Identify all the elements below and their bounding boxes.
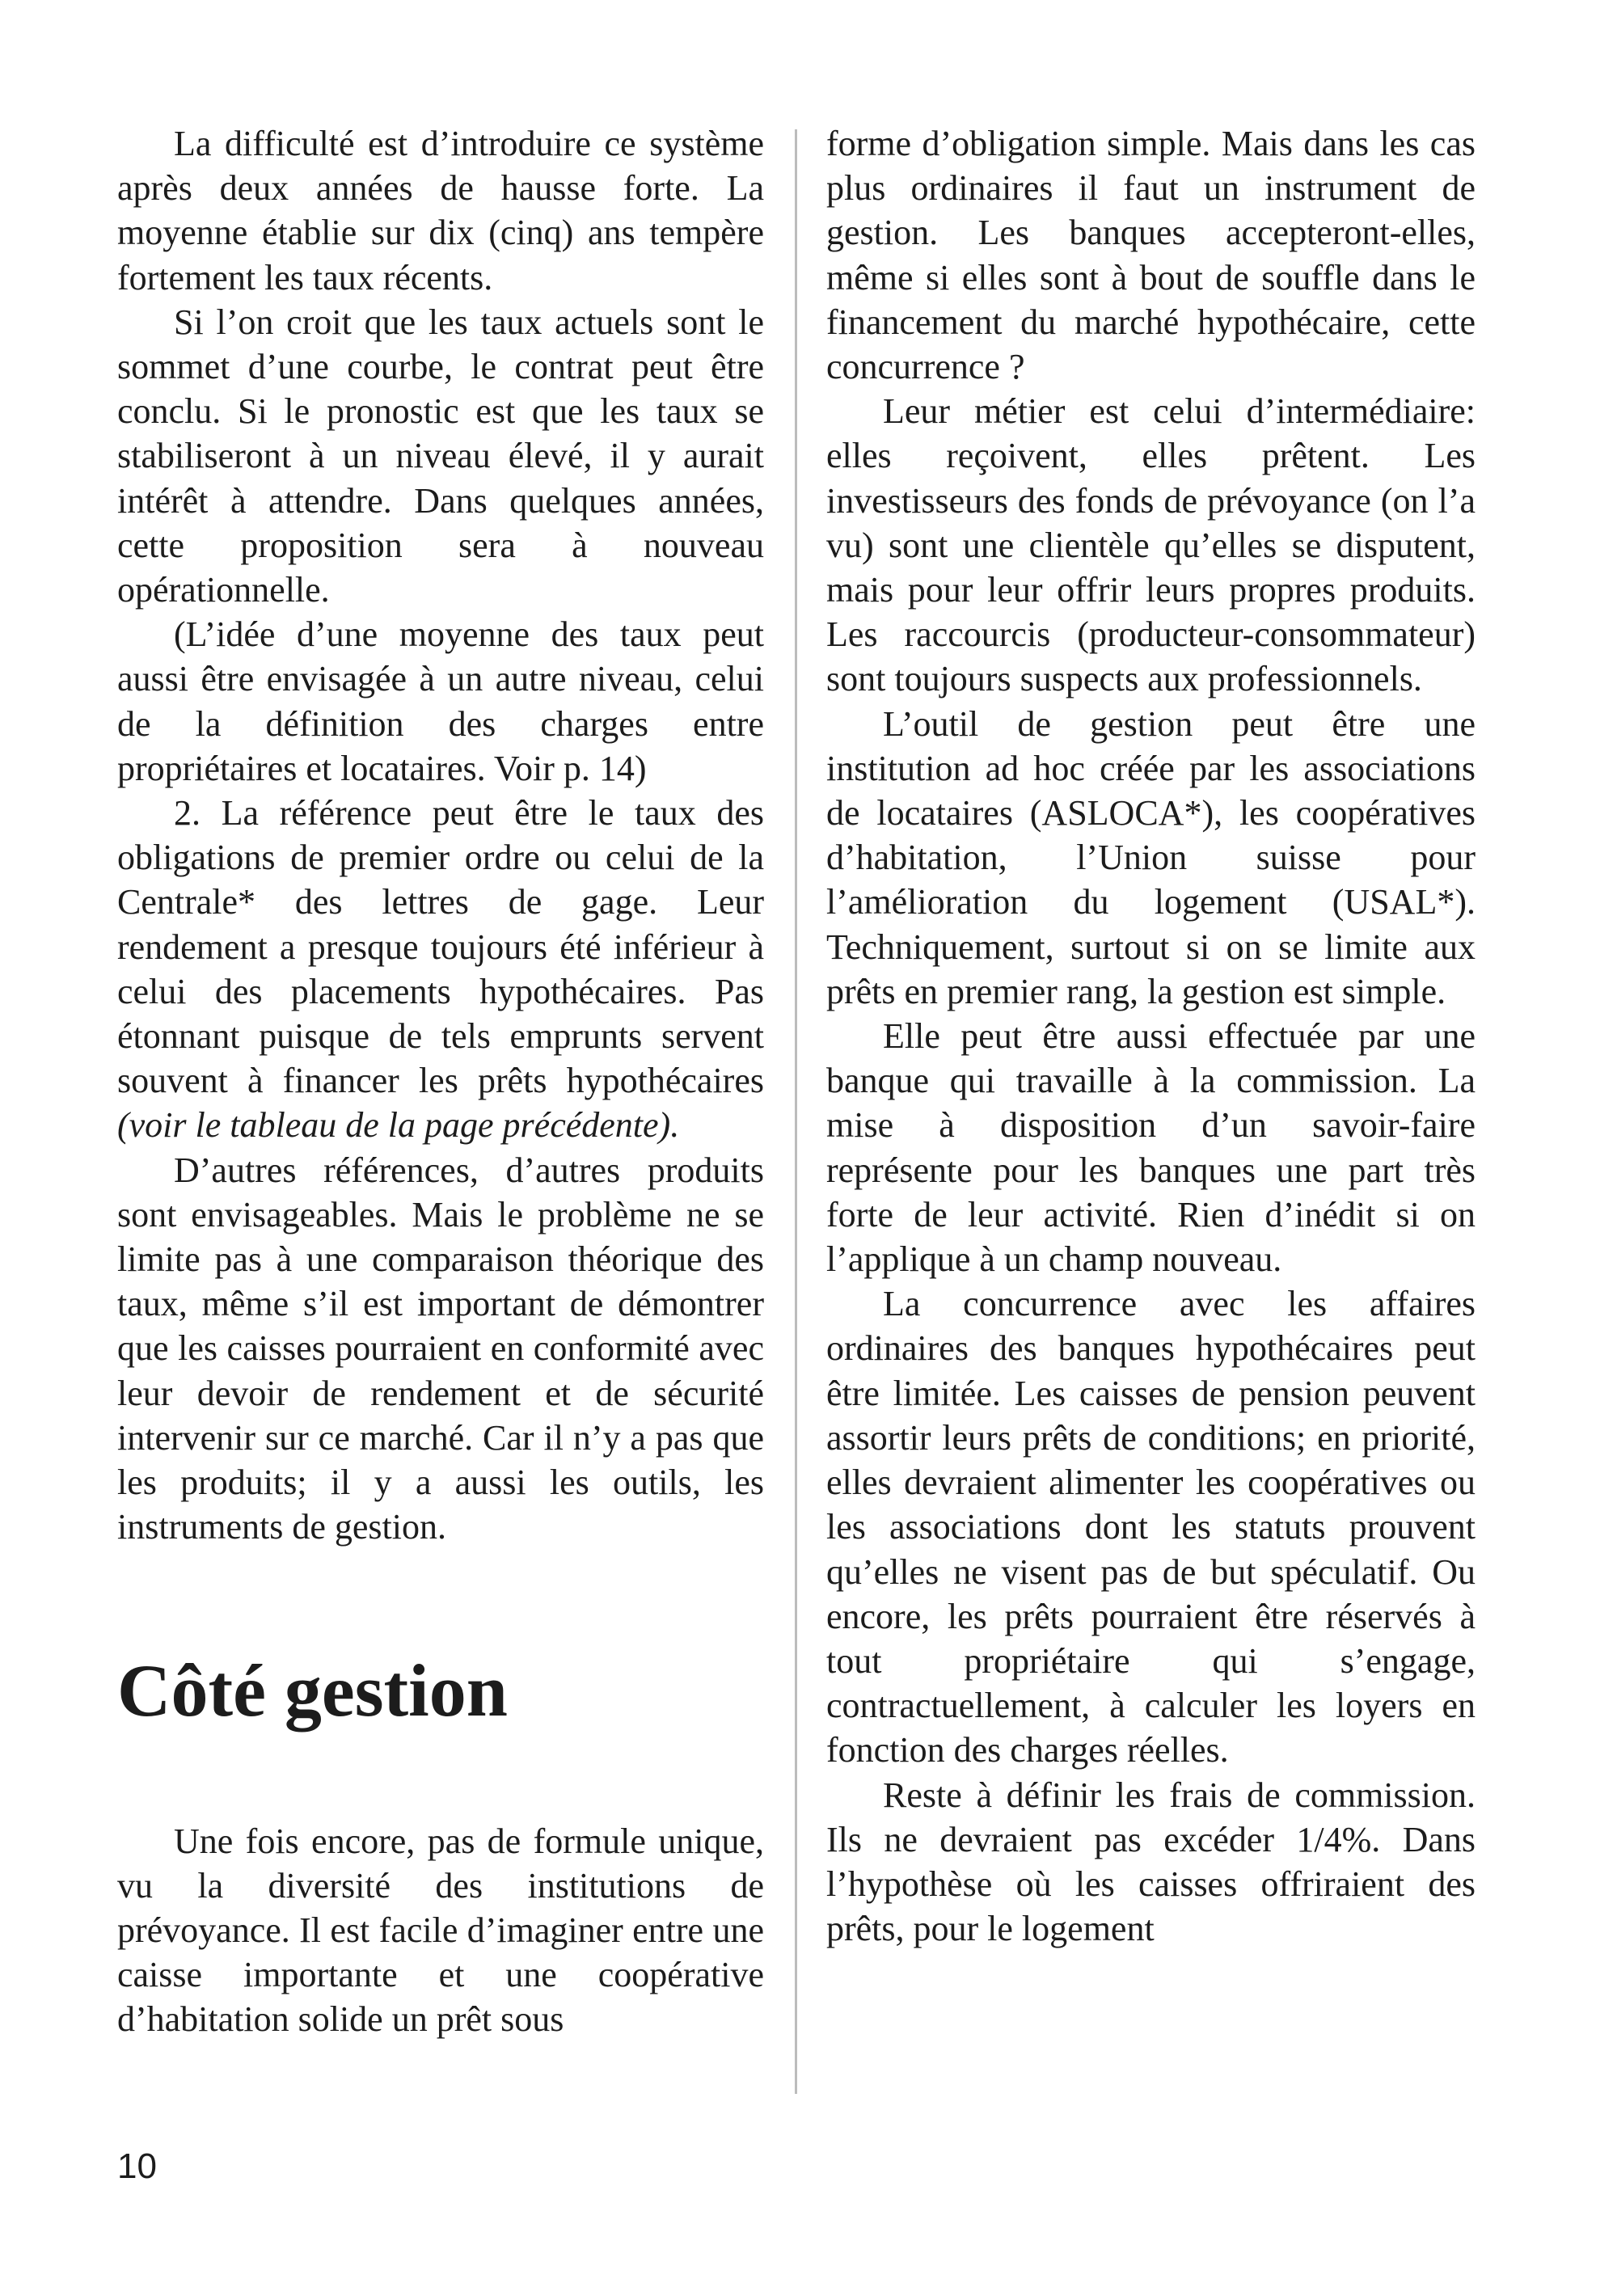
paragraph: [117, 791, 764, 1148]
paragraph: Leur métier est celui d’intermédiaire: elles reçoivent, elles prêtent. Les investisseurs des fonds de prévoyance (on l’a vu) sont une clientèle qu’elles se disputent, mais pour leur offrir leurs propres produits. Les raccourcis (producteur-consommateur) sont toujours suspects aux professionnels.: [826, 391, 1476, 699]
paragraph: Elle peut être aussi effectuée par une banque qui travaille à la commission. La mise à disposition d’un savoir-faire représente pour les banques une part très forte de leur activité. Rien d’inédit si on l’applique à un champ nouveau.: [826, 1016, 1476, 1280]
paragraph: La difficulté est d’introduire ce système après deux années de hausse forte. La moyenne établie sur dix (cinq) ans tempère fortement les taux récents.: [117, 124, 764, 298]
table-reference: (voir le tableau de la page précédente).: [117, 1105, 680, 1146]
section-heading: Côté gestion: [117, 1648, 508, 1732]
paragraph: (L’idée d’une moyenne des taux peut aussi être envisagée à un autre niveau, celui de la définition des charges entre propriétaires et locataires. Voir p. 14): [117, 614, 764, 788]
paragraph: Si l’on croit que les taux actuels sont le sommet d’une courbe, le contrat peut être conclu. Si le pronostic est que les taux se stabiliseront à un niveau élevé, il y aurait intérêt à attendre. Dans quelques années, cette proposition sera à nouveau opérationnelle.: [117, 302, 764, 610]
paragraph: L’outil de gestion peut être une institution ad hoc créée par les associations de locataires (ASLOCA*), les coopératives d’habitation, l’Union suisse pour l’amélioration du logement (USAL*). Techniquement, surtout si on se limite aux prêts en premier rang, la gestion est simple.: [826, 703, 1476, 1011]
paragraph: D’autres références, d’autres produits sont envisageables. Mais le problème ne se limite pas à une comparaison théorique des taux, même s’il est important de démontrer que les caisses pourraient en conformité avec leur devoir de rendement et de sécurité intervenir sur ce marché. Car il n’y a pas que les produits; il y a aussi les outils, les instruments de gestion.: [117, 1150, 764, 1547]
left-column: [117, 121, 764, 2042]
column-divider: [795, 129, 797, 2094]
paragraph-text: 2. La référence peut être le taux des obligations de premier ordre ou celui de la Centrale* des lettres de gage. Leur rendement a presque toujours été inférieur à celui des placements hypothécaires. Pas étonnant puisque de tels emprunts servent souvent à financer les prêts hypothécaires: [117, 793, 764, 1101]
paragraph: Une fois encore, pas de formule unique, vu la diversité des institutions de prévoyance. Il est facile d’imaginer entre une caisse importante et une coopérative d’habitation solide un prêt sous: [117, 1821, 764, 2040]
page-number: 10: [117, 2146, 157, 2186]
paragraph: La concurrence avec les affaires ordinaires des banques hypothécaires peut être limitée. Les caisses de pension peuvent assortir leurs prêts de conditions; en priorité, elles devraient alimenter les coopératives ou les associations dont les statuts prouvent qu’elles ne visent pas de but spéculatif. Ou encore, les prêts pourraient être réservés à tout propriétaire qui s’engage, contractuellement, à calculer les loyers en fonction des charges réelles.: [826, 1284, 1476, 1771]
paragraph: Reste à définir les frais de commission. Ils ne devraient pas excéder 1/4%. Dans l’hypothèse où les caisses offriraient des prêts, pour le logement: [826, 1775, 1476, 1949]
paragraph: forme d’obligation simple. Mais dans les cas plus ordinaires il faut un instrument de gestion. Les banques accepteront-elles, même si elles sont à bout de souffle dans le financement du marché hypothécaire, cette concurrence ?: [826, 124, 1476, 387]
right-column: [826, 121, 1476, 1951]
